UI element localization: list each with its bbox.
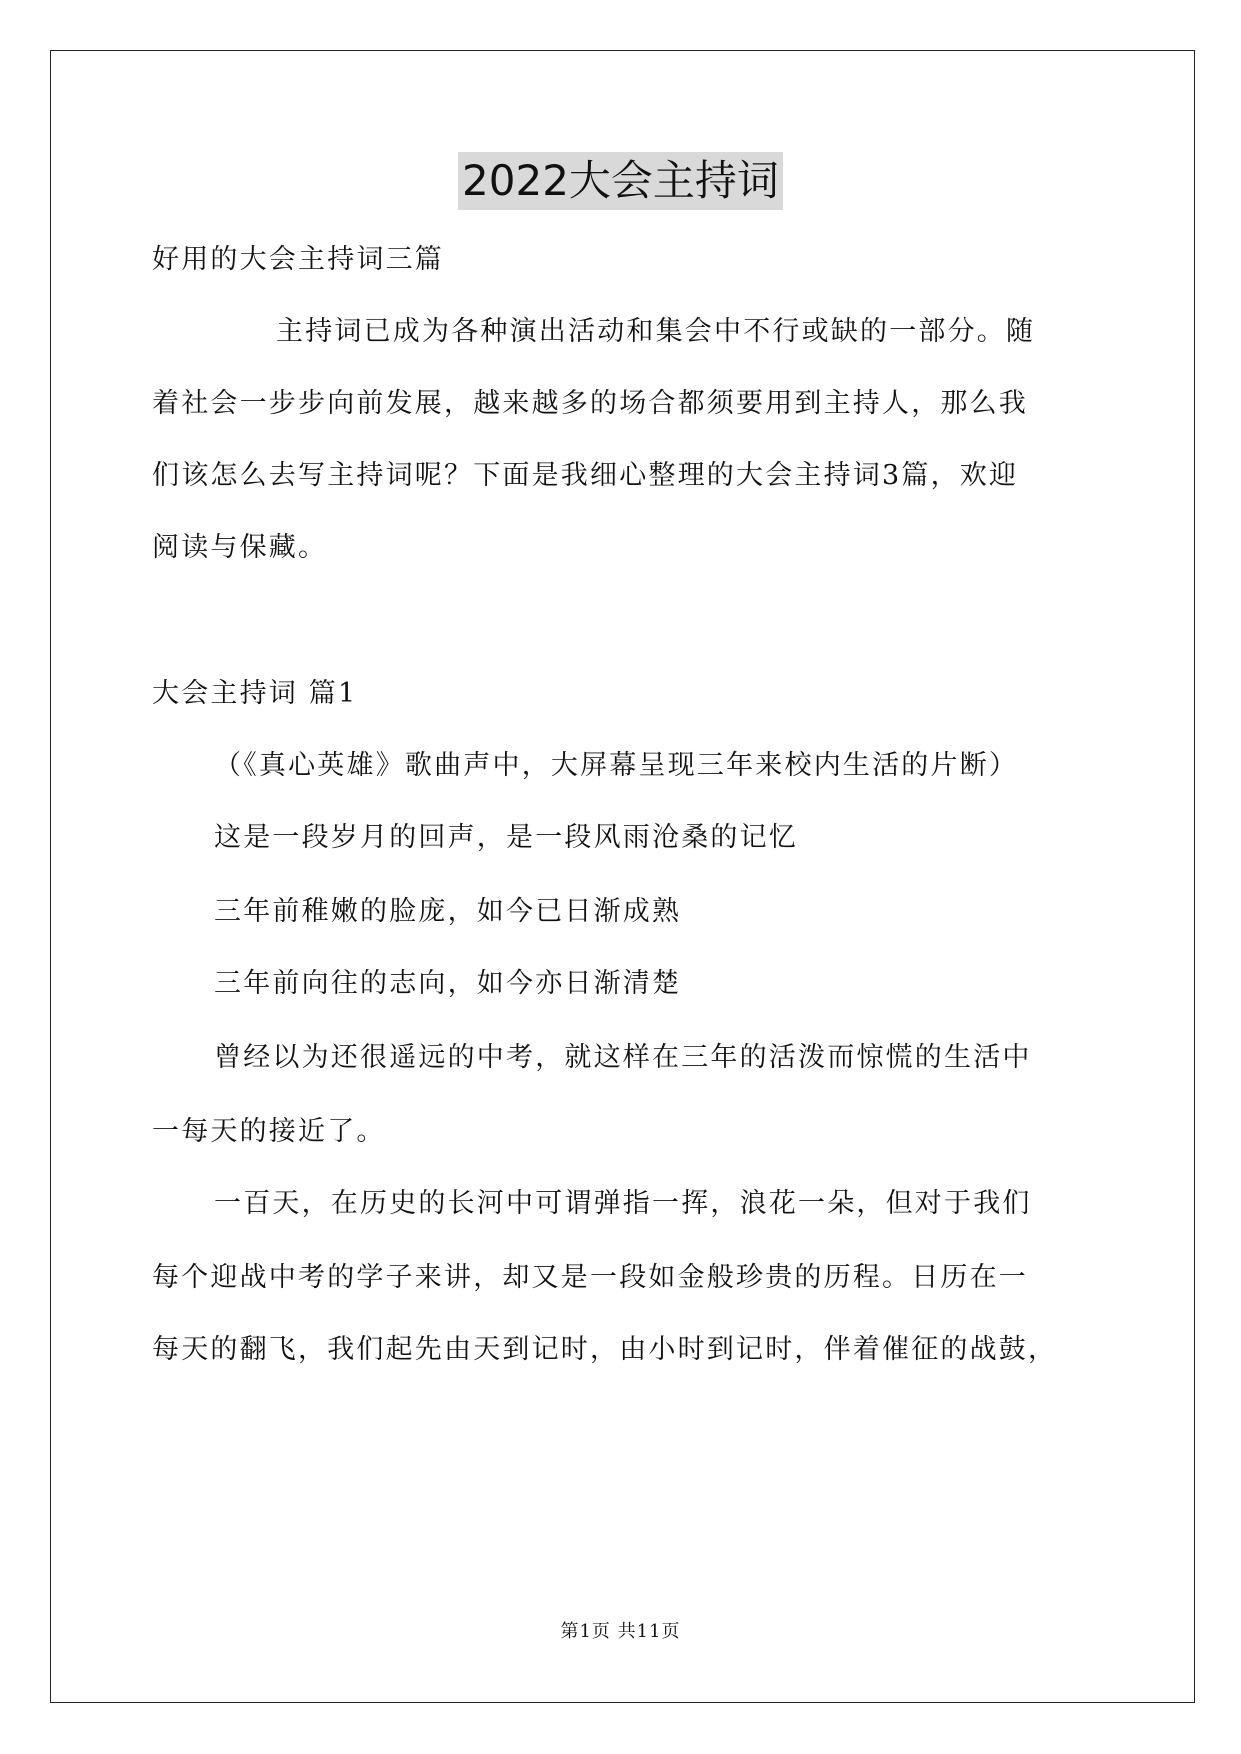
body-line: 三年前向往的志向，如今亦日渐清楚	[214, 968, 682, 999]
body-line: 三年前稚嫩的脸庞，如今已日渐成熟	[214, 896, 682, 927]
page-border	[50, 50, 1195, 1703]
intro-paragraph-line: 主持词已成为各种演出活动和集会中不行或缺的一部分。随	[276, 316, 1036, 347]
body-line: 一百天，在历史的长河中可谓弹指一挥，浪花一朵，但对于我们	[214, 1188, 1032, 1219]
title-container	[0, 152, 1241, 210]
intro-paragraph-line: 们该怎么去写主持词呢？下面是我细心整理的大会主持词3篇，欢迎	[152, 460, 1019, 491]
body-line: 曾经以为还很遥远的中考，就这样在三年的活泼而惊慌的生活中	[214, 1042, 1032, 1073]
page-footer: 第1页 共11页	[560, 1621, 681, 1642]
document-title: 2022大会主持词	[458, 152, 783, 210]
intro-paragraph-line: 阅读与保藏。	[152, 532, 328, 563]
body-line: 每个迎战中考的学子来讲，却又是一段如金般珍贵的历程。日历在一	[152, 1262, 1028, 1293]
section-heading: 大会主持词 篇1	[152, 678, 358, 709]
document-subtitle: 好用的大会主持词三篇	[152, 244, 444, 275]
body-line: 这是一段岁月的回声，是一段风雨沧桑的记忆	[214, 822, 798, 853]
body-line: （《真心英雄》歌曲声中，大屏幕呈现三年来校内生活的片断）	[214, 750, 1019, 781]
intro-paragraph-line: 着社会一步步向前发展，越来越多的场合都须要用到主持人，那么我	[152, 388, 1028, 419]
body-line: 每天的翻飞，我们起先由天到记时，由小时到记时，伴着催征的战鼓，	[152, 1334, 1058, 1365]
body-line: 一每天的接近了。	[152, 1116, 386, 1147]
